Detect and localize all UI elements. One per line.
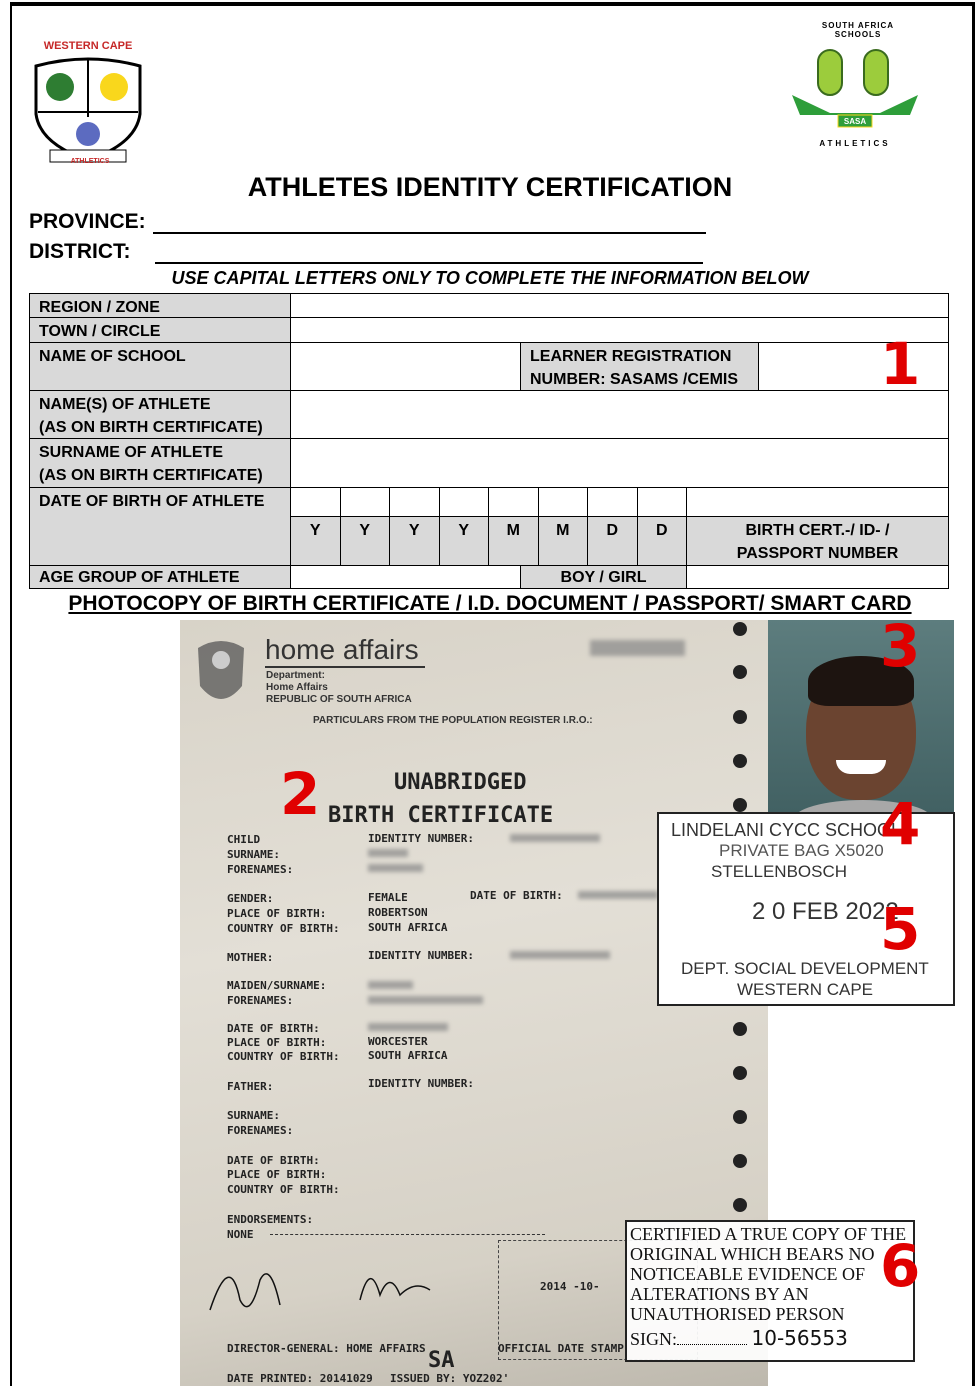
certified-number: 10-56553: [751, 1326, 848, 1350]
mother-pob-value: WORCESTER: [368, 1035, 428, 1048]
cert-heading2: BIRTH CERTIFICATE: [328, 803, 554, 828]
dept-line1: Department:: [266, 670, 325, 681]
region-field[interactable]: [290, 293, 949, 318]
names-field[interactable]: [290, 390, 949, 439]
director-general-label: DIRECTOR-GENERAL: HOME AFFAIRS: [227, 1342, 426, 1355]
gender-label: BOY / GIRL: [520, 565, 687, 589]
child-id-label: IDENTITY NUMBER:: [368, 832, 474, 845]
dob-digit-field[interactable]: [587, 487, 638, 517]
id-line1: BIRTH CERT.-/ ID- /: [745, 522, 890, 539]
certified-line4: ALTERATIONS BY AN: [630, 1284, 809, 1304]
endorsements-value: NONE: [227, 1228, 254, 1241]
dob-digit-field[interactable]: [538, 487, 589, 517]
names-line1: NAME(S) OF ATHLETE: [39, 396, 211, 413]
surname-line1: SURNAME OF ATHLETE: [39, 444, 223, 461]
dob-column-label: D: [587, 516, 638, 566]
certified-sign-label: SIGN:: [630, 1329, 678, 1349]
dob-digit-field[interactable]: [389, 487, 440, 517]
logo-ribbon-text: ATHLETICS: [70, 158, 110, 165]
child-label: CHILD: [227, 833, 261, 846]
coat-of-arms-icon: [192, 638, 250, 710]
dob-digit-field[interactable]: [290, 487, 341, 517]
learner-reg-line1: LEARNER REGISTRATION: [530, 348, 732, 365]
certified-line1: CERTIFIED A TRUE COPY OF THE: [630, 1224, 907, 1244]
region-label: REGION / ZONE: [29, 293, 291, 318]
marker-6: 6: [880, 1232, 921, 1300]
sa-mark: SA: [428, 1348, 455, 1373]
mother-pob-label: PLACE OF BIRTH:: [227, 1036, 327, 1049]
marker-4: 4: [880, 790, 921, 858]
particulars-text: PARTICULARS FROM THE POPULATION REGISTER I.R.O.:: [313, 715, 593, 726]
instruction-text: USE CAPITAL LETTERS ONLY TO COMPLETE THE INFORMATION BELOW: [171, 268, 809, 288]
marker-5: 5: [880, 895, 921, 963]
dob-column-label: D: [637, 516, 688, 566]
dob-digit-field[interactable]: [340, 487, 391, 517]
marker-1: 1: [880, 330, 921, 398]
cob-value: SOUTH AFRICA: [368, 921, 448, 934]
town-label: TOWN / CIRCLE: [29, 317, 291, 343]
father-forenames-label: FORENAMES:: [227, 1124, 294, 1137]
stamp-social-date: 2 0 FEB 2022: [752, 898, 899, 925]
surname-field[interactable]: [290, 438, 949, 488]
learner-reg-label: [520, 342, 759, 391]
mother-cob-label: COUNTRY OF BIRTH:: [227, 1050, 340, 1063]
father-dob-label: DATE OF BIRTH:: [227, 1154, 320, 1167]
dob-column-label: Y: [389, 516, 440, 566]
dob-column-label: M: [538, 516, 589, 566]
cob-label: COUNTRY OF BIRTH:: [227, 922, 340, 935]
child-forenames-label: FORENAMES:: [227, 863, 294, 876]
dob-column-label: Y: [340, 516, 391, 566]
surname-label: [29, 438, 291, 488]
shield-icon: [28, 52, 148, 164]
stamp-social-line4: DEPT. SOCIAL DEVELOPMENT: [681, 959, 929, 978]
gender-label-cert: GENDER:: [227, 892, 274, 905]
school-label: NAME OF SCHOOL: [29, 342, 291, 391]
mother-id-label: IDENTITY NUMBER:: [368, 949, 474, 962]
official-stamp-label: OFFICIAL DATE STAMP: [498, 1342, 624, 1355]
names-label: [29, 390, 291, 439]
dob-column-label: M: [488, 516, 539, 566]
logo-arc-top: SOUTH AFRICA SCHOOLS: [821, 21, 895, 39]
learner-reg-line2: NUMBER: SASAMS /CEMIS: [530, 371, 739, 388]
father-pob-label: PLACE OF BIRTH:: [227, 1168, 327, 1181]
district-label: DISTRICT:: [29, 240, 131, 263]
father-surname-label: SURNAME:: [227, 1109, 280, 1122]
mother-dob-label: DATE OF BIRTH:: [227, 1022, 320, 1035]
mother-forenames-label: FORENAMES:: [227, 994, 294, 1007]
dob-column-label: Y: [290, 516, 341, 566]
child-surname-label: SURNAME:: [227, 848, 280, 861]
certified-line2: ORIGINAL WHICH BEARS NO: [630, 1244, 875, 1264]
athlete-photo: [768, 620, 954, 832]
marker-3: 3: [880, 612, 921, 680]
gender-value: FEMALE: [368, 891, 408, 904]
photocopy-heading: [0, 592, 980, 616]
id-number-label: [686, 516, 949, 566]
age-group-label: AGE GROUP OF ATHLETE: [29, 565, 291, 589]
signature-icon: [200, 1250, 500, 1330]
age-group-field[interactable]: [290, 565, 521, 589]
surname-line2: (AS ON BIRTH CERTIFICATE): [39, 467, 263, 484]
school-field[interactable]: [290, 342, 521, 391]
issued-by: ISSUED BY: YOZ202': [390, 1372, 510, 1385]
dob-digit-field[interactable]: [488, 487, 539, 517]
official-stamp-date: 2014 -10-: [540, 1280, 600, 1293]
date-printed: DATE PRINTED: 20141029: [227, 1372, 373, 1385]
gender-field[interactable]: [686, 565, 949, 589]
endorsements-label: ENDORSEMENTS:: [227, 1213, 314, 1226]
dob-digit-field[interactable]: [637, 487, 688, 517]
dob-label: DATE OF BIRTH OF ATHLETE: [29, 487, 291, 566]
id-number-field[interactable]: [686, 487, 949, 517]
photocopy-heading-text: PHOTOCOPY OF BIRTH CERTIFICATE / I.D. DOCUMENT / PASSPORT/ SMART CARD: [68, 592, 912, 615]
certified-line5: UNAUTHORISED PERSON: [630, 1304, 845, 1324]
stamp-social-line3: STELLENBOSCH: [711, 862, 848, 881]
marker-2: 2: [280, 760, 321, 828]
id-line2: PASSPORT NUMBER: [736, 545, 899, 562]
town-field[interactable]: [290, 317, 949, 343]
certified-copy-stamp: [625, 1220, 915, 1362]
mother-cob-value: SOUTH AFRICA: [368, 1049, 448, 1062]
dept-line2: Home Affairs: [266, 682, 328, 693]
cert-heading1: UNABRIDGED: [394, 770, 527, 795]
logo-header: WESTERN CAPE: [43, 40, 133, 52]
father-cob-label: COUNTRY OF BIRTH:: [227, 1183, 340, 1196]
dept-line3: REPUBLIC OF SOUTH AFRICA: [266, 694, 412, 705]
names-line2: (AS ON BIRTH CERTIFICATE): [39, 419, 263, 436]
page-title: ATHLETES IDENTITY CERTIFICATION: [247, 172, 733, 202]
father-id-label: IDENTITY NUMBER:: [368, 1077, 474, 1090]
logo-badge: SASA: [843, 117, 867, 126]
dob-label-cert: DATE OF BIRTH:: [470, 889, 563, 902]
sasa-logo: [790, 15, 920, 155]
mother-maiden-label: MAIDEN/SURNAME:: [227, 979, 327, 992]
pob-label: PLACE OF BIRTH:: [227, 907, 327, 920]
stamp-social-line5: WESTERN CAPE: [737, 980, 874, 999]
western-cape-logo: [28, 40, 148, 168]
dob-column-label: Y: [439, 516, 490, 566]
province-field[interactable]: [153, 212, 706, 234]
district-field[interactable]: [155, 242, 703, 264]
certified-line3: NOTICEABLE EVIDENCE OF: [630, 1264, 865, 1284]
pob-value: ROBERTSON: [368, 906, 428, 919]
stamp-social-line2: PRIVATE BAG X5020: [719, 841, 884, 860]
home-affairs-brand: home affairs: [265, 634, 425, 668]
stamp-social-line1: LINDELANI CYCC SCHOOL: [671, 820, 902, 840]
dob-digit-field[interactable]: [439, 487, 490, 517]
province-label: PROVINCE:: [29, 210, 146, 233]
logo-arc-bottom: ATHLETICS: [819, 139, 891, 148]
father-label: FATHER:: [227, 1080, 274, 1093]
mother-label: MOTHER:: [227, 951, 274, 964]
